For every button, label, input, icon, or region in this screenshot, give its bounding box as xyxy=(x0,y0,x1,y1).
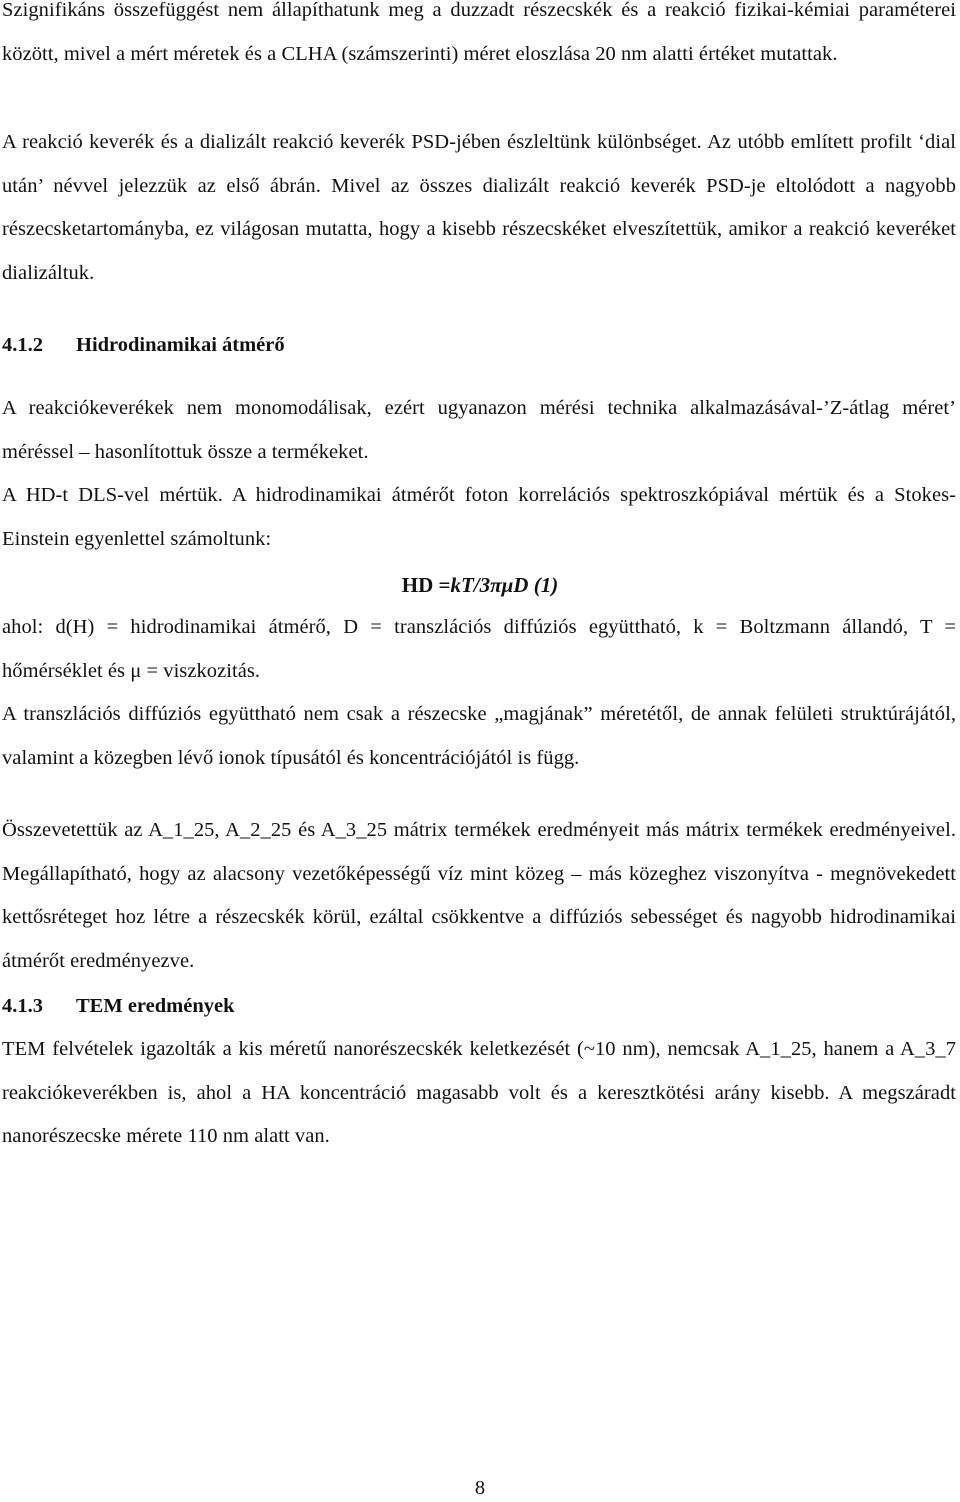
section-number: 4.1.2 xyxy=(2,334,43,356)
section-title: Hidrodinamikai átmérő xyxy=(76,334,285,356)
paragraph-formula-definitions: ahol: d(H) = hidrodinamikai átmérő, D = transzlációs diffúziós együttható, k = Boltzmann állandó, T = hőmérséklet és μ = viszkozitás. xyxy=(2,616,956,682)
paragraph-dialysis-psd: A reakció keverék és a dializált reakció keverék PSD-jében észleltünk különbséget. Az utóbb említett profilt ‘dial után’ névvel jelezzük az első ábrán. Mivel az összes dializált reakció keverék PSD-je eltolódott a nagyobb részecsketartományba, ez világosan mutatta, hogy a kisebb részecskéket elveszítettük, amikor a reakció keveréket dializáltuk. xyxy=(2,131,956,284)
section-number: 4.1.3 xyxy=(2,995,43,1017)
section-heading-tem-results xyxy=(2,991,234,1021)
stokes-einstein-formula xyxy=(0,570,960,600)
paragraph-tem-images: TEM felvételek igazolták a kis méretű nanorészecskék keletkezését (~10 nm), nemcsak A_1_25, hanem a A_3_7 reakciókeverékben is, ahol a HA koncentráció magasabb volt és a keresztkötési arány kisebb. A megszáradt nanorészecske mérete 110 nm alatt van. xyxy=(2,1038,956,1147)
paragraph-dls-measurement: A HD-t DLS-vel mértük. A hidrodinamikai átmérőt foton korrelációs spektroszkópiával mértük és a Stokes-Einstein egyenlettel számoltunk: xyxy=(2,484,956,550)
formula-label: (1) xyxy=(533,573,559,597)
formula-prefix: HD = xyxy=(401,573,451,597)
formula-expression: kT/3πμD xyxy=(450,573,529,597)
paragraph-diffusion-coefficient: A transzlációs diffúziós együttható nem csak a részecske „magjának” méretétől, de annak felületi struktúrájától, valamint a közegben lévő ionok típusától és koncentrációjától is függ. xyxy=(2,703,956,769)
paragraph-matrix-comparison: Összevetettük az A_1_25, A_2_25 és A_3_25 mátrix termékek eredményeit más mátrix termékek eredményeivel. Megállapítható, hogy az alacsony vezetőképességű víz mint közeg – más közeghez viszonyítva - megnövekedett kettősréteget hoz létre a részecskék körül, ezáltal csökkentve a diffúziós sebességet és nagyobb hidrodinamikai átmérőt eredményezve. xyxy=(2,819,956,972)
section-heading-hydrodynamic-diameter xyxy=(2,330,285,360)
paragraph-particle-size-correlation: Szignifikáns összefüggést nem állapíthatunk meg a duzzadt részecskék és a reakció fizikai-kémiai paraméterei között, mivel a mért méretek és a CLHA (számszerinti) méret eloszlása 20 nm alatti értéket mutattak. xyxy=(2,0,956,65)
page-number: 8 xyxy=(474,1477,486,1499)
section-title: TEM eredmények xyxy=(76,995,235,1017)
paragraph-z-average: A reakciókeverékek nem monomodálisak, ezért ugyanazon mérési technika alkalmazásával-’Z-átlag méret’ méréssel – hasonlítottuk össze a termékeket. xyxy=(2,397,956,463)
